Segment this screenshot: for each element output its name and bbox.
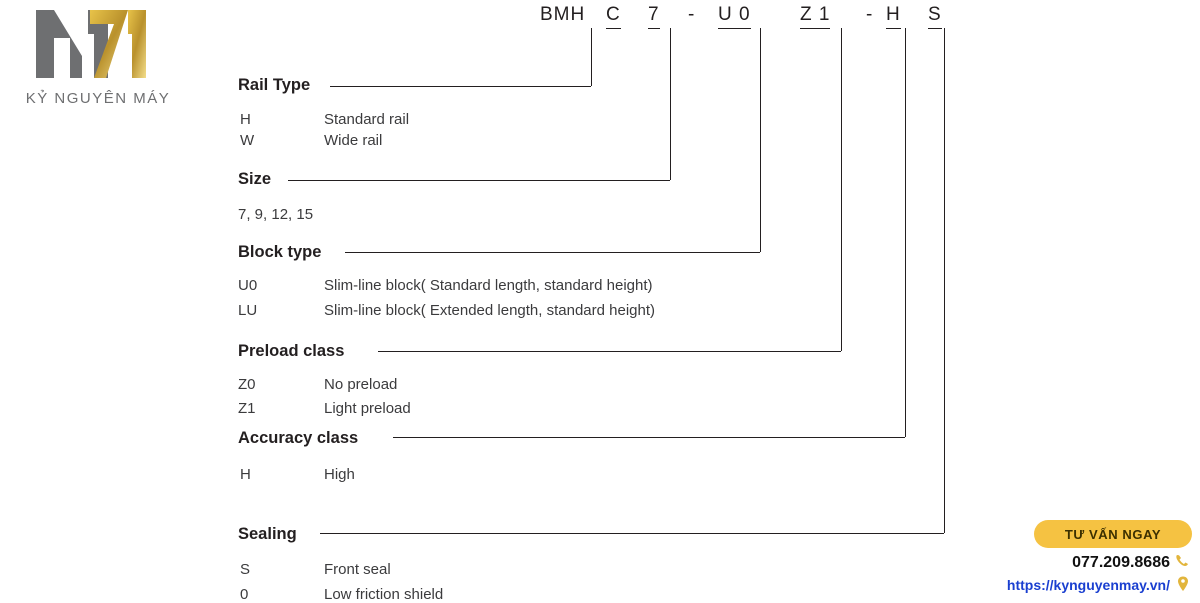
leader-vline-sealing xyxy=(944,28,945,533)
leader-vline-accuracy-class xyxy=(905,28,906,437)
leader-hline-size xyxy=(288,180,670,181)
code-prefix: BMH xyxy=(540,4,586,25)
leader-vline-rail-type xyxy=(591,28,592,86)
option-value: 7, 9, 12, 15 xyxy=(238,206,314,223)
option-key: W xyxy=(240,132,255,149)
leader-hline-rail-type xyxy=(330,86,591,87)
brand-name: KỶ NGUYÊN MÁY xyxy=(25,90,171,107)
option-value: Wide rail xyxy=(324,132,383,149)
option-key: Z0 xyxy=(238,376,256,393)
option-value: Slim-line block( Standard length, standard height) xyxy=(324,277,653,294)
option-key: 0 xyxy=(240,586,249,603)
option-key: LU xyxy=(238,302,258,319)
code-segment-rail-type: C xyxy=(606,4,621,29)
consult-now-button[interactable]: TƯ VẤN NGAY xyxy=(1034,520,1192,548)
code-segment-sealing: S xyxy=(928,4,942,29)
option-value: High xyxy=(324,466,355,483)
leader-vline-block-type xyxy=(760,28,761,252)
option-key: H xyxy=(240,111,251,128)
leader-hline-sealing xyxy=(320,533,944,534)
code-segment-accuracy-class: H xyxy=(886,4,901,29)
code-segment-preload-class: Z 1 xyxy=(800,4,830,29)
option-value: Standard rail xyxy=(324,111,410,128)
option-key: S xyxy=(240,561,251,578)
contact-widget[interactable] xyxy=(940,520,1200,600)
section-title-sealing: Sealing xyxy=(238,525,297,543)
site-logo xyxy=(8,4,188,114)
option-value: Light preload xyxy=(324,400,411,417)
section-title-size: Size xyxy=(238,170,272,188)
leader-hline-accuracy-class xyxy=(393,437,905,438)
code-segment-size: 7 xyxy=(648,4,660,29)
section-title-accuracy-class: Accuracy class xyxy=(238,429,359,447)
km-monogram-icon xyxy=(30,4,170,82)
option-value: Slim-line block( Extended length, standard height) xyxy=(324,302,656,319)
option-key: Z1 xyxy=(238,400,256,417)
code-segment-dash2: - xyxy=(866,4,874,25)
option-value: No preload xyxy=(324,376,398,393)
code-segment-dash1: - xyxy=(688,4,696,25)
option-key: H xyxy=(240,466,251,483)
leader-vline-size xyxy=(670,28,671,180)
option-key: U0 xyxy=(238,277,258,294)
website-link[interactable]: https://kynguyenmay.vn/ xyxy=(1006,577,1170,593)
section-title-rail-type: Rail Type xyxy=(238,76,311,94)
leader-hline-preload-class xyxy=(378,351,841,352)
section-title-preload-class: Preload class xyxy=(238,342,345,360)
section-title-block-type: Block type xyxy=(238,243,322,261)
option-value: Front seal xyxy=(324,561,391,578)
phone-number[interactable]: 077.209.8686 xyxy=(1072,554,1170,571)
map-pin-icon xyxy=(1176,576,1190,592)
phone-icon xyxy=(1174,553,1190,569)
leader-hline-block-type xyxy=(345,252,760,253)
code-segment-block-type: U 0 xyxy=(718,4,751,29)
leader-vline-preload-class xyxy=(841,28,842,351)
option-value: Low friction shield xyxy=(324,586,444,603)
